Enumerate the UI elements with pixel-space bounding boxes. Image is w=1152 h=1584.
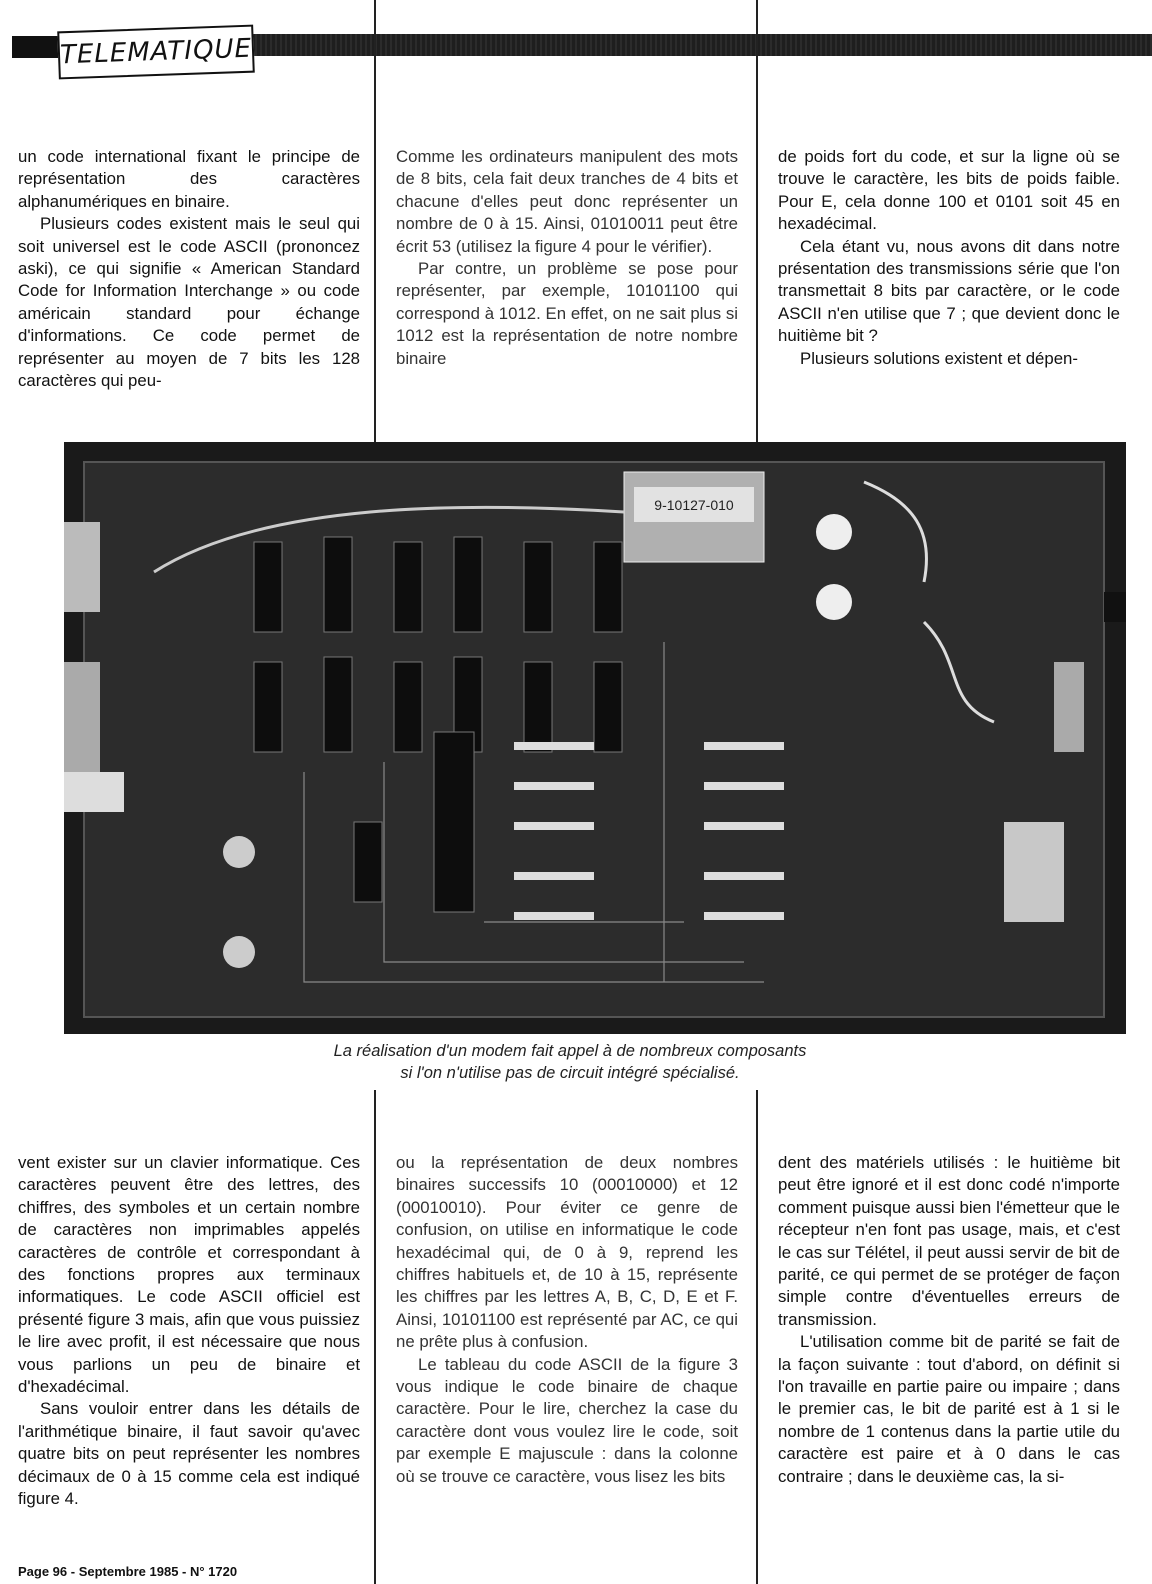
- paragraph: Cela étant vu, nous avons dit dans notre présentation des transmissions série que l'on transmettait 8 bits par caractère, or le code ASCII n'en utilise que 7 ; que devient donc le huitième bit ?: [778, 236, 1120, 346]
- paragraph: Le tableau du code ASCII de la figure 3 vous indique le code binaire de chaque caractère. Pour le lire, cherchez la case du caractère dont vous voulez lire le code, soit par exemple E majuscule : dans la colonne où se trouve ce caractère, vous lisez les bits: [396, 1354, 738, 1486]
- top-column-2: [396, 146, 738, 370]
- bottom-column-1: [18, 1152, 360, 1511]
- paragraph: Plusieurs solutions existent et dépen-: [800, 348, 1078, 368]
- top-column-3: [778, 146, 1120, 370]
- header-band: [250, 34, 1152, 56]
- column-rule: [374, 1090, 376, 1584]
- page-footer: Page 96 - Septembre 1985 - N° 1720: [18, 1564, 238, 1579]
- paragraph: L'utilisation comme bit de parité se fait de la façon suivante : tout d'abord, on définit si l'on travaille en partie paire ou impaire ; dans le premier cas, le bit de parité est à 1 si le nombre de 1 contenus dans la partie utile du caractère est paire et à 0 dans le cas contraire ; dans le deuxième cas, la si-: [778, 1332, 1120, 1486]
- caption-line: si l'on n'utilise pas de circuit intégré spécialisé.: [400, 1064, 740, 1082]
- caption-line: La réalisation d'un modem fait appel à de nombreux composants: [333, 1042, 807, 1060]
- header-black-block: [12, 36, 60, 58]
- transformer-label: 9-10127-010: [654, 497, 734, 513]
- paragraph: de poids fort du code, et sur la ligne où se trouve le caractère, les bits de poids faible. Pour E, cela donne 100 et 0101 soit 45 en hexadécimal.: [778, 147, 1120, 234]
- bottom-column-2: [396, 1152, 738, 1488]
- paragraph: dent des matériels utilisés : le huitième bit peut être ignoré et il est donc codé n'importe comment puisque aussi bien l'émetteur que le récepteur n'en font pas usage, mais, et c'est le cas sur Télétel, il peut aussi servir de bit de parité, ce qui permet de se protéger de façon simple contre d'éventuelles erreurs de transmission.: [778, 1153, 1120, 1329]
- section-header: [12, 28, 1152, 71]
- column-rule: [374, 0, 376, 446]
- column-rule: [756, 0, 758, 446]
- circuit-board-image: [64, 442, 1126, 1034]
- paragraph: Plusieurs codes existent mais le seul qui soit universel est le code ASCII (prononcez aski), ce qui signifie « American Standard Code for Information Interchange » ou code américain standard pour échange d'informations. Ce code permet de représenter au moyen de 7 bits les 128 caractères qui peu-: [18, 214, 360, 391]
- paragraph: Comme les ordinateurs manipulent des mots de 8 bits, cela fait deux tranches de 4 bits et chacune d'elles peut donc représenter un nombre de 0 à 15. Ainsi, 01010011 peut être écrit 53 (utilisez la figure 4 pour le vérifier).: [396, 147, 738, 256]
- paragraph: Sans vouloir entrer dans les détails de l'arithmétique binaire, il faut savoir qu'avec quatre bits on peut représenter les nombres décimaux de 0 à 15 comme cela est indiqué figure 4.: [18, 1399, 360, 1509]
- paragraph: un code international fixant le principe de représentation des caractères alphanumériques en binaire.: [18, 147, 360, 211]
- photo-caption: [230, 1040, 910, 1084]
- section-title: TELEMATIQUE: [57, 25, 255, 80]
- bottom-column-3: [778, 1152, 1120, 1488]
- paragraph: vent exister sur un clavier informatique. Ces caractères peuvent être des lettres, des chiffres, des symboles et un certain nombre de caractères non imprimables appelés caractères de contrôle et correspondant à des fonctions propres aux terminaux informatiques. Le code ASCII officiel est présenté figure 3 mais, afin que vous puissiez le lire avec profit, il est nécessaire que nous vous parlions un peu de binaire et d'hexadécimal.: [18, 1153, 360, 1397]
- column-rule: [756, 1090, 758, 1584]
- top-column-1: [18, 146, 360, 392]
- paragraph: ou la représentation de deux nombres binaires successifs 10 (00010000) et 12 (00010010). Pour éviter ce genre de confusion, on utilise en informatique le code hexadécimal qui, de 0 à 9, reprend les chiffres habituels et, de 10 à 15, représente les chiffres par les lettres A, B, C, D, E et F. Ainsi, 10101100 est représenté par AC, ce qui ne prête plus à confusion.: [396, 1153, 738, 1352]
- circuit-board-photo: [64, 442, 1126, 1034]
- paragraph: Par contre, un problème se pose pour représenter, par exemple, 10101100 qui correspond à 1012. En effet, on ne sait plus si 1012 est la représentation de notre nombre binaire: [396, 259, 738, 368]
